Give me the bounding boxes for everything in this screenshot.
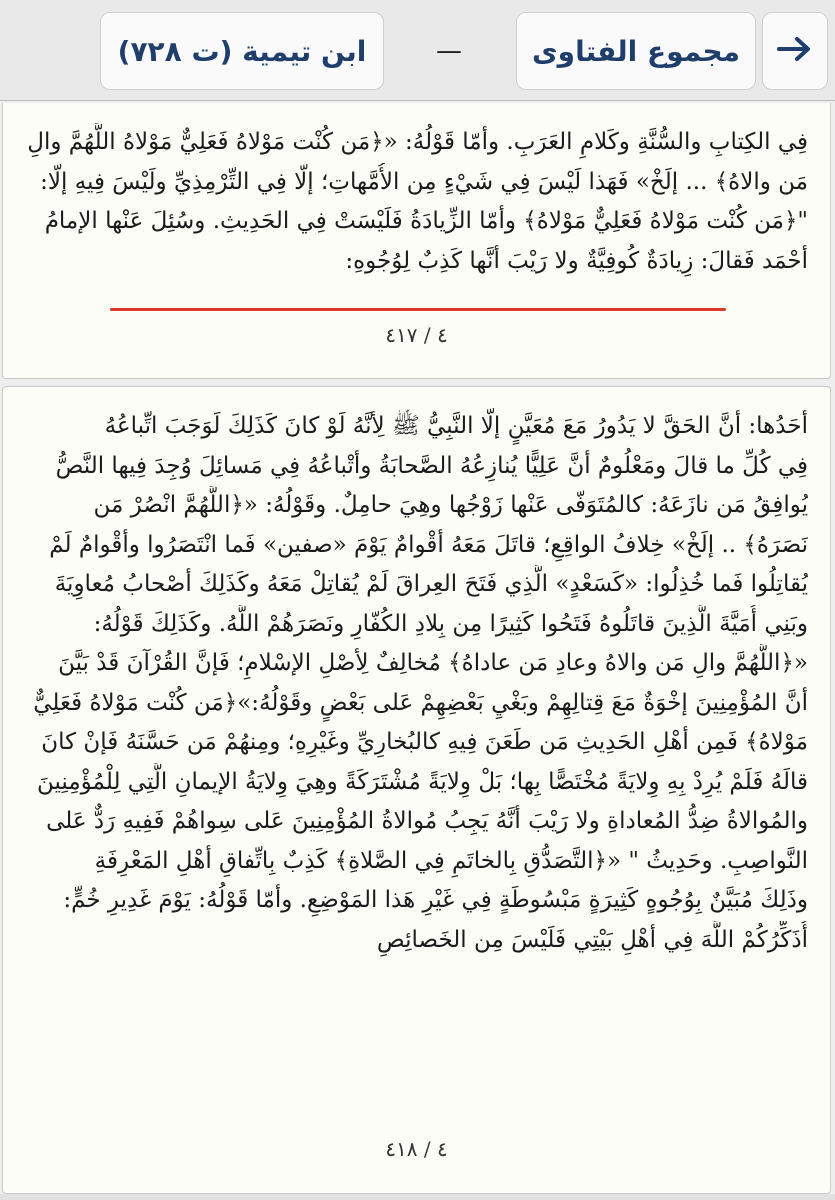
text-line: أنَّ المُؤْمِنِينَ إخْوَةٌ مَعَ قِتالِهِمْ وبَغْيِ بَعْضِهِمْ عَلى بَعْضٍ وقَوْلُهُ:»﴿مَن كُنْت مَوْلاهُ فَعَلِيٌّ: [33, 689, 808, 716]
text-line: أُذَكِّرُكُمْ اللَّهَ فِي أهْلِ بَيْتِي فَلَيْسَ مِن الخَصائِصِ: [376, 926, 808, 953]
text-line: "﴿مَن كُنْت مَوْلاهُ فَعَلِيٌّ مَوْلاهُ﴾ وأمّا الزِّيادَةُ فَلَيْسَتْ فِي الحَدِيثِ. وسُئِلَ عَنْها الإمامُ: [44, 208, 808, 234]
book-page-417: [2, 103, 831, 379]
text-line: وذَلِكَ مُبَيَّنٌ بِوُجُوهٍ كَثِيرَةٍ مَبْسُوطَةٍ فِي غَيْرِ هَذا المَوْضِعِ. وأمّا قَوْلُهُ: يَوْمَ غَدِيرِ خُمٍّ:: [63, 887, 808, 913]
top-bar: [0, 0, 835, 101]
text-line: «﴿اللَّهُمَّ والِ مَن والاهُ وعادِ مَن عاداهُ﴾ مُخالِفٌ لِأصْلِ الإسْلامِ؛ فَإنَّ القُرْآنَ قَدْ بَيَّنَ: [58, 650, 808, 676]
highlight-underline: [110, 308, 726, 311]
text-line: وبَنِي أُمَيَّةَ الَّذِينَ قاتَلُوهُ فَتَحُوا كَثِيرًا مِن بِلادِ الكُفّارِ ونَصَرَهُمْ اللَّهُ. وكَذَلِكَ قَوْلُهُ:: [93, 610, 808, 637]
text-line: يُوافِقُ مَن نازَعَهُ: كالمُتَوَفّى عَنْها زَوْجُها وهِيَ حامِلٌ. وقَوْلُهُ: «﴿اللَّهُمَّ انْصُرْ مَن: [93, 492, 808, 518]
text-line: يُقاتِلُوا فَما خُذِلُوا: «كَسَعْدٍ» الَّذِي فَتَحَ العِراقَ لَمْ يُقاتِلْ مَعَهُ وكَذَلِكَ أصْحابُ مُعاوِيَةَ: [54, 571, 808, 597]
title-separator: —: [436, 36, 462, 66]
text-line: والمُوالاةُ ضِدُّ المُعاداةِ ولا رَيْبَ أنَّهُ يَجِبُ مُوالاةُ المُؤْمِنِينَ عَلى سِواهُمْ فَفِيهِ رَدٌّ عَلى: [46, 808, 808, 834]
text-line: مَوْلاهُ﴾ فَمِن أهْلِ الحَدِيثِ مَن طَعَنَ فِيهِ كالبُخارِيِّ وغَيْرِهِ؛ ومِنهُمْ مَن حَسَّنَهُ فَإنْ كانَ: [41, 729, 808, 755]
text-line: النَّواصِبِ. وحَدِيثُ " «﴿التَّصَدُّقِ بِالخاتَمِ فِي الصَّلاةِ﴾ كَذِبٌ بِاتِّفاقِ أهْلِ المَعْرِفَةِ: [94, 847, 808, 874]
book-title: مجموع الفتاوى: [532, 34, 740, 68]
author-name: ابن تيمية (ت ٧٢٨): [117, 34, 367, 68]
page-number: ٤ / ٤١٨: [385, 1137, 448, 1161]
author-button[interactable]: [100, 12, 384, 90]
book-title-button[interactable]: [516, 12, 756, 90]
text-line: فِي الكِتابِ والسُّنَّةِ وكَلامِ العَرَبِ. وأمّا قَوْلُهُ: «﴿مَن كُنْت مَوْلاهُ فَعَلِيٌّ مَوْلاهُ اللَّهُمَّ والِ: [27, 129, 808, 155]
page-text: [21, 407, 808, 960]
text-line: قالَهُ فَلَمْ يُرِدْ بِهِ وِلايَةً مُخْتَصًّا بِها؛ بَلْ وِلايَةً مُشْتَرَكَةً وهِيَ وِلايَةُ الإيمانِ الَّتِي لِلْمُؤْمِنِينَ: [36, 768, 808, 795]
page-number: ٤ / ٤١٧: [385, 323, 448, 347]
text-line: مَن والاهُ﴾ ... إلَخْ» فَهَذا لَيْسَ فِي شَيْءٍ مِن الأُمَّهاتِ؛ إلّا فِي التِّرْمِذِيِّ ولَيْسَ فِيهِ إلّا:: [40, 168, 808, 195]
page-text: [21, 123, 808, 281]
back-button[interactable]: [762, 12, 828, 90]
text-line: نَصَرَهُ﴾ .. إلَخْ» خِلافُ الواقِعِ؛ قاتَلَ مَعَهُ أقْوامٌ يَوْمَ «صفين» فَما انْتَصَرُوا وأقْوامٌ لَمْ: [49, 531, 808, 558]
text-line: أحْمَد فَقالَ: زِيادَةٌ كُوفِيَّةٌ ولا رَيْبَ أنَّها كَذِبٌ لِوُجُوهِ:: [345, 247, 808, 274]
arrow-right-icon: [777, 36, 813, 66]
bottom-strip: [0, 1194, 835, 1200]
text-line: أحَدُها: أنَّ الحَقَّ لا يَدُورُ مَعَ مُعَيَّنٍ إلّا النَّبِيُّ ﷺ لِأنَّهُ لَوْ كانَ كَذَلِكَ لَوَجَبَ اتِّباعُهُ: [104, 413, 808, 439]
text-line: فِي كُلِّ ما قالَ ومَعْلُومٌ أنَّ عَلِيًّا يُنازِعُهُ الصَّحابَةُ وأتْباعُهُ فِي مَسائِلَ وُجِدَ فِيها النَّصُّ: [55, 452, 808, 479]
book-page-418: [2, 386, 831, 1194]
